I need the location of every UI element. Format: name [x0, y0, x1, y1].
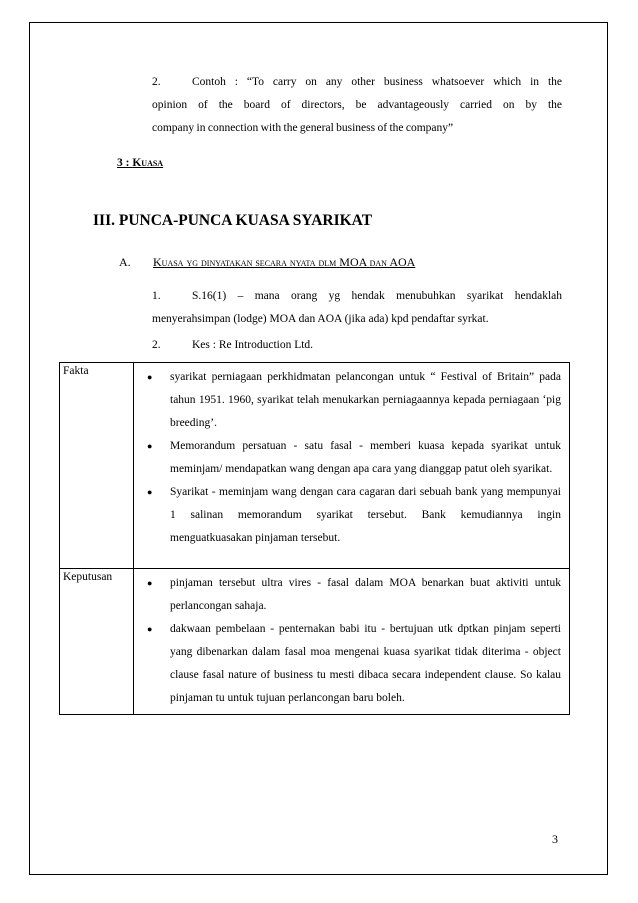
section-number: III. — [93, 212, 115, 229]
top-line-3: company in connection with the general business of the company” — [152, 122, 454, 134]
item1-line-1: S.16(1) – mana orang yg hendak menubuhkan syarikat hendaklah — [192, 290, 562, 302]
list-item: ● pinjaman tersebut ultra vires - fasal dalam MOA benarkan buat aktiviti untuk perlancongan sahaja. — [134, 572, 561, 618]
top-item-number: 2. — [152, 76, 161, 88]
section-title: PUNCA-PUNCA KUASA SYARIKAT — [118, 212, 373, 229]
fakta-content — [134, 363, 570, 569]
bullet-icon: ● — [147, 578, 153, 588]
row-label-fakta: Fakta — [60, 363, 134, 569]
list-item: ● Memorandum persatuan - satu fasal - memberi kuasa kepada syarikat untuk meminjam/ mendapatkan wang dengan apa cara yang dianggap patut oleh syarikat. — [134, 435, 561, 481]
top-line-1: Contoh : “To carry on any other business whatsoever which in the — [192, 76, 562, 88]
item1-number: 1. — [152, 290, 161, 302]
top-line-2: opinion of the board of directors, be advantageously carried on by the — [152, 99, 562, 111]
item2-number: 2. — [152, 339, 161, 351]
list-item: ● Syarikat - meminjam wang dengan cara cagaran dari sebuah bank yang mempunyai 1 salinan memorandum syarikat tersebut. Bank kemudiannya ingin menguatkuasakan pinjaman tersebut. — [134, 481, 561, 564]
item1-line-2: menyerahsimpan (lodge) MOA dan AOA (jika ada) kpd pendaftar syrkat. — [152, 313, 489, 325]
kuasa-heading: 3 : Kuasa — [117, 157, 164, 169]
bullet-icon: ● — [147, 624, 153, 634]
list-item: ● dakwaan pembelaan - penternakan babi itu - bertujuan utk dptkan pinjam seperti yang dibenarkan dalam fasal moa mengenai kuasa syarikat tidak diterima - object clause fasal nature of business tu mesti dibaca secara independent clause. So kalau pinjaman tu untuk tujuan perlancongan baru boleh. — [134, 618, 561, 710]
subsection-letter: A. — [119, 255, 131, 269]
row-label-keputusan: Keputusan — [60, 569, 134, 715]
keputusan-content — [134, 569, 570, 715]
case-table — [59, 362, 570, 715]
table-row-fakta — [60, 363, 570, 569]
bullet-icon: ● — [147, 441, 153, 451]
table-row-keputusan — [60, 569, 570, 715]
section-heading — [93, 210, 372, 232]
subsection-title: Kuasa yg dinyatakan secara nyata dlm MOA dan AOA — [153, 255, 416, 269]
page-number: 3 — [552, 832, 558, 846]
bullet-icon: ● — [147, 487, 153, 497]
bullet-icon: ● — [147, 372, 153, 382]
list-item: ● syarikat perniagaan perkhidmatan pelancongan untuk “ Festival of Britain” pada tahun 1951. 1960, syarikat telah menukarkan perniagaannya kepada perniagaan ‘pig breeding’. — [134, 366, 561, 435]
item2-text: Kes : Re Introduction Ltd. — [192, 339, 314, 351]
